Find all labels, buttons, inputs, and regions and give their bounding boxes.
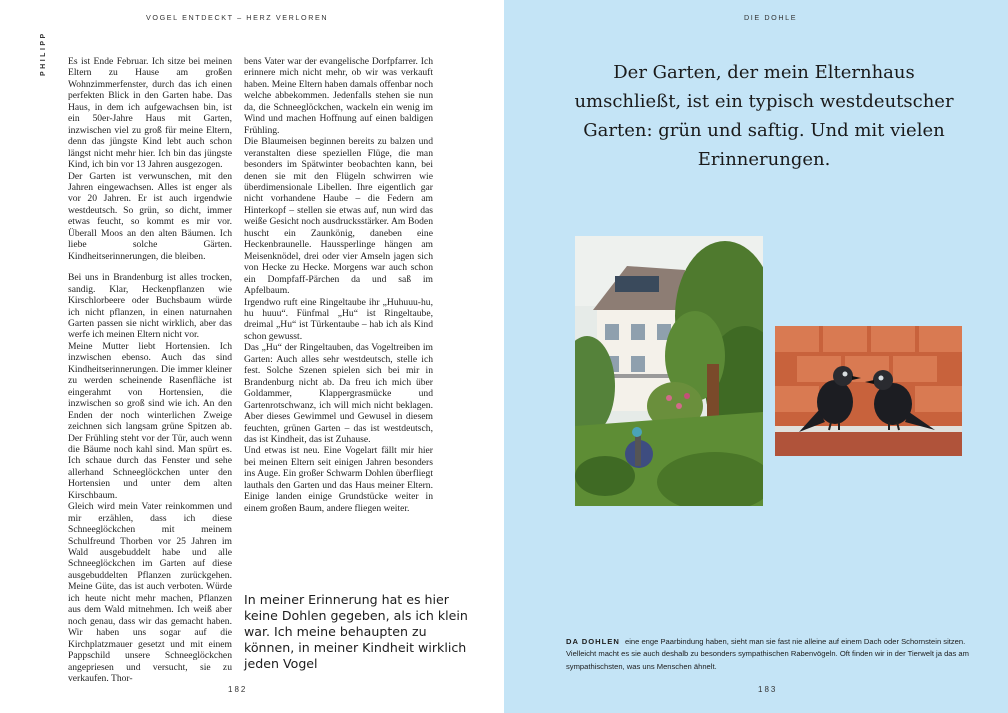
- paragraph: Die Blaumeisen beginnen bereits zu balzen und veranstalten diese speziellen Flüge, die man besonders im Spätwinter beobachten kann, bei denen sie mit den Flügeln schwirren wie überdimensionale Libellen. Ihre eigentlich gar nicht vorhandene Haube – die Federn am Hinterkopf – stellen sie etwas auf, nun wird das weiße Gesicht noch ausdrucksstärker. Am Boden huscht ein Zaunkönig, daneben eine Heckenbraunelle. Haussperlinge hängen am Meisenknödel, drei oder vier Amseln jagen sich von Hecke zu Hecke. Morgens war auch schon ein Dompfaff-Pärchen da und saß im Apfelbaum.: [244, 136, 433, 297]
- running-head-right: DIE DOHLE: [744, 13, 798, 22]
- running-head-left: VOGEL ENTDECKT – HERZ VERLOREN: [146, 13, 329, 22]
- paragraph: Irgendwo ruft eine Ringeltaube ihr „Huhuuu-hu, hu huuu“. Fünfmal „Hu“ ist Ringeltaube, dreimal „Hu“ ist Türkentaube – hab ich als Kind schon gewusst.: [244, 296, 433, 342]
- paragraph: Es ist Ende Februar. Ich sitze bei meinen Eltern zu Hause am großen Wohnzimmerfenster, durch das ich einen perfekten Blick in den Garten habe. Das Haus, in dem ich aufgewachsen bin, ist ein 50er-Jahre Haus mit Garten, inzwischen viel zu groß für meine Eltern, denn das jüngste Kind lebt auch schon längst nicht mehr hier. Ich bin das jüngste Kind, ich bin vor 13 Jahren ausgezogen.: [68, 56, 232, 171]
- photo-caption: [566, 636, 971, 673]
- right-page: [504, 0, 1008, 713]
- paragraph: bens Vater war der evangelische Dorfpfarrer. Ich erinnere mich nicht mehr, ob wir was verkauft haben. Meine Eltern haben damals offenbar noch welche abbekommen. Jedenfalls stehen sie nun da, die Schneeglöckchen, wackeln ein wenig im Wind und machen Hoffnung auf einen baldigen Frühling.: [244, 56, 433, 136]
- jackdaw-pair-icon: [775, 326, 962, 456]
- paragraph: Bei uns in Brandenburg ist alles trocken, sandig. Klar, Heckenpflanzen wie Kirschlorbeere oder Buchsbaum würde ich nicht pflanzen, in einen naturnahen Garten passen sie nicht wirklich, aber das werfe ich meinen Eltern nicht vor.: [68, 272, 232, 341]
- garden-house-icon: [575, 236, 763, 506]
- jackdaws-photo: [775, 326, 962, 456]
- headline: Der Garten, der mein Elternhaus umschließt, ist ein typisch westdeutscher Garten: grün und saftig. Und mit vielen Erinnerungen.: [574, 62, 954, 170]
- paragraph: Der Garten ist verwunschen, mit den Jahren eingewachsen. Alles ist enger als vor 20 Jahren. Er ist auch irgendwie westdeutsch. So grün, so dicht, immer etwas feucht, so kommt es mir vor. Überall Moos an den alten Bäumen. Ich liebe solche Gärten. Kindheitserinnerungen, die bleiben.: [68, 170, 232, 262]
- paragraph: Gleich wird mein Vater reinkommen und mir erzählen, dass ich diese Schneeglöckchen mit meinem Schulfreund Thorben vor 25 Jahren im Wald ausgebuddelt habe und alle Schneeglöckchen im Garten auf diese ausgebuddelten Pflanzen zurückgehen. Meine Güte, das ist auch verboten. Würde ich heute nicht mehr machen, Pflanzen aus dem Wald mitnehmen. Ich weiß aber noch genau, dass wir das gemacht haben. Wir haben uns sogar auf die Kirchplatzmauer gesetzt und mit einem Pappschild unsere Schneeglöckchen angepriesen und versucht, sie zu verkaufen. Thor-: [68, 501, 232, 685]
- text-column-1: [68, 56, 232, 684]
- text-column-2: [244, 56, 433, 514]
- author-label: PHILIPP: [40, 31, 47, 76]
- paragraph: Und etwas ist neu. Eine Vogelart fällt mir hier bei meinen Eltern seit einigen Jahren besonders ins Auge. Ein großer Schwarm Dohlen überfliegt lauthals den Garten und das Haus meiner Eltern. Einige landen einige Grundstücke weiter in einem großen Baum, andere fliegen weiter.: [244, 445, 433, 514]
- caption-lead: DA DOHLEN: [566, 637, 620, 646]
- page-number-right: 183: [758, 685, 778, 694]
- paragraph: Das „Hu“ der Ringeltauben, das Vogeltreiben im Garten: Auch alles sehr westdeutsch, stelle ich fest. Solche Szenen spielen sich bei mir in Brandenburg nicht ab. Da freu ich mich über Goldammer, Klappergrasmücke und Gartenrotschwanz, ich will mich nicht beklagen. Aber dieses Gewimmel und Gewusel in diesem feuchten, grünen Garten – das ist westdeutsch, das ist Kindheit, das ist Zuhause.: [244, 342, 433, 445]
- paragraph: Meine Mutter liebt Hortensien. Ich inzwischen ebenso. Auch das sind Kindheitserinnerungen. Die immer kleiner zu werden scheinende Rasenfläche ist eingerahmt von Hortensien, die inzwischen so groß sind wie ich. An den Enden der noch winterlichen Zweige zeichnen sich langsam grüne Spitzen ab. Der Frühling steht vor der Tür, auch wenn die Bäume noch kahl sind. Man spürt es. Ich schaue durch das Fenster und sehe allerhand Schneeglöckchen unter den Hortensien und unter dem alten Kirschbaum.: [68, 340, 232, 501]
- caption-text: eine enge Paarbindung haben, sieht man sie fast nie alleine auf einem Dach oder Schornstein sitzen. Vielleicht macht es sie auch deshalb zu besonders sympathischen Rabenvögeln. Oft finden wir in der Tierwelt ja das am sympathischsten, was uns Menschen ähnelt.: [566, 637, 969, 671]
- page-number-left: 182: [228, 685, 248, 694]
- pull-quote: In meiner Erinnerung hat es hier keine Dohlen gegeben, als ich klein war. Ich meine behaupten zu können, in meiner Kindheit wirklich jeden Vogel: [244, 592, 468, 671]
- garden-photo: [575, 236, 763, 506]
